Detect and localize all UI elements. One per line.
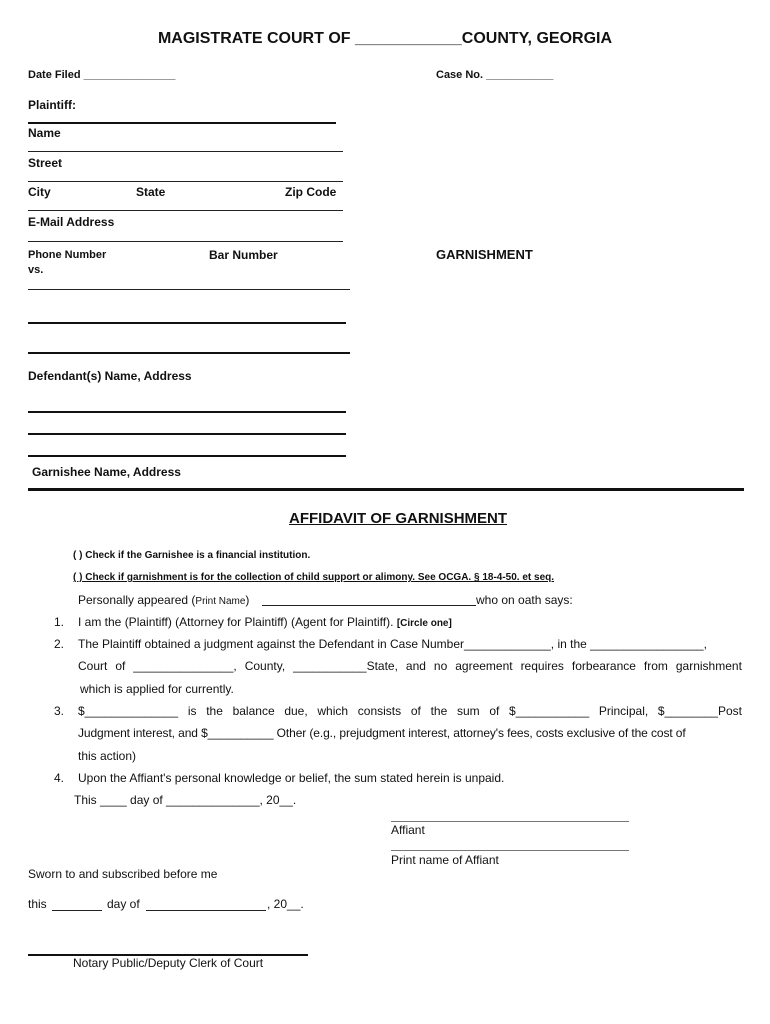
justified-word: of — [115, 659, 126, 673]
justified-word: sum — [456, 704, 480, 718]
defendant-line-2[interactable] — [28, 322, 346, 324]
plaintiff-name-label: Name — [28, 126, 61, 140]
case-number-field[interactable]: Case No. ___________ — [436, 69, 554, 81]
garnishee-line-3[interactable] — [28, 455, 346, 457]
child-support-checkbox[interactable]: ( ) Check if garnishment is for the collection of child support or alimony. See OCGA. § 18-4-50. et seq. — [73, 572, 555, 583]
justified-word: the — [430, 704, 448, 718]
zip-label: Zip Code — [285, 185, 337, 199]
item-1-text — [78, 615, 452, 629]
garnishment-label: GARNISHMENT — [436, 247, 533, 262]
print-name-hint: Print Name — [195, 596, 246, 607]
item-3-line-3: this action) — [78, 749, 137, 763]
garnishee-line-2[interactable] — [28, 433, 346, 435]
justified-word: $___________ — [509, 704, 590, 718]
justified-word: County, — [244, 659, 286, 673]
state-label: State — [136, 185, 166, 199]
affiant-label: Affiant — [391, 823, 425, 837]
item-2-number: 2. — [54, 637, 65, 651]
justified-word: balance — [232, 704, 275, 718]
justified-word: from — [643, 659, 668, 673]
justified-word: and — [405, 659, 426, 673]
justified-word: Court — [78, 659, 108, 673]
justified-word: requires — [520, 659, 564, 673]
justified-word: Principal, — [598, 704, 649, 718]
justified-word: forbearance — [571, 659, 636, 673]
city-line[interactable] — [28, 181, 343, 182]
section-divider — [28, 488, 744, 491]
item-4-number: 4. — [54, 771, 65, 785]
justified-word: due, — [284, 704, 308, 718]
defendant-line-1[interactable] — [28, 289, 350, 290]
item-3-line-2: Judgment interest, and $__________ Other (e.g., prejudgment interest, attorney's fees, costs exclusive of the cost of — [78, 726, 686, 740]
item-2-line-3: which is applied for currently. — [80, 682, 234, 696]
sworn-statement: Sworn to and subscribed before me — [28, 867, 218, 881]
notary-this-text: this — [28, 897, 47, 911]
item-4-text: Upon the Affiant's personal knowledge or belief, the sum stated herein is unpaid. — [78, 771, 505, 785]
justified-word: $________Post — [657, 704, 742, 718]
notary-month-line[interactable] — [146, 910, 266, 911]
justified-word: of — [410, 704, 421, 718]
defendant-label: Defendant(s) Name, Address — [28, 369, 192, 383]
street-label: Street — [28, 156, 63, 170]
justified-word: $______________ — [78, 704, 179, 718]
notary-signature-label: Notary Public/Deputy Clerk of Court — [73, 956, 264, 970]
affiant-print-name-line[interactable] — [391, 850, 629, 851]
date-filed-field[interactable]: Date Filed _______________ — [28, 69, 176, 81]
phone-line[interactable] — [28, 241, 343, 242]
versus-label: vs. — [28, 264, 44, 276]
appeared-text-b: ) — [245, 593, 250, 607]
justified-word: the — [206, 704, 223, 718]
notary-day-of-text: day of — [107, 897, 140, 911]
email-label: E-Mail Address — [28, 215, 115, 229]
street-line[interactable] — [28, 151, 343, 152]
item-1-body: I am the (Plaintiff) (Attorney for Plaintiff) (Agent for Plaintiff). — [78, 615, 394, 629]
justified-word: which — [317, 704, 349, 718]
item-3-number: 3. — [54, 704, 65, 718]
item-3-line-1 — [78, 704, 742, 718]
bar-number-label: Bar Number — [209, 248, 278, 262]
email-line[interactable] — [28, 210, 343, 211]
justified-word: _______________, — [133, 659, 237, 673]
page-title: MAGISTRATE COURT OF ____________COUNTY, GEORGIA — [157, 30, 613, 47]
justified-word: is — [187, 704, 197, 718]
item-2-line-2 — [78, 659, 742, 673]
justified-word: agreement — [455, 659, 513, 673]
plaintiff-line[interactable] — [28, 122, 336, 124]
city-label: City — [28, 185, 51, 199]
justified-word: garnishment — [675, 659, 742, 673]
notary-day-line[interactable] — [52, 910, 102, 911]
justified-word: ___________State, — [293, 659, 398, 673]
financial-institution-checkbox[interactable]: ( ) Check if the Garnishee is a financial institution. — [73, 550, 311, 561]
phone-label: Phone Number — [28, 249, 107, 261]
personally-appeared-line — [78, 593, 249, 607]
appeared-text-c: who on oath says: — [476, 593, 573, 607]
affiant-signature-line[interactable] — [391, 821, 629, 822]
plaintiff-heading: Plaintiff: — [28, 98, 76, 112]
notary-year-text: , 20__. — [267, 897, 304, 911]
justified-word: consists — [357, 704, 402, 718]
print-name-line[interactable] — [262, 605, 476, 606]
defendant-line-3[interactable] — [28, 352, 350, 354]
item-2-line-1: The Plaintiff obtained a judgment against the Defendant in Case Number_____________, in the _________________, — [78, 637, 707, 651]
print-name-affiant-label: Print name of Affiant — [391, 853, 499, 867]
garnishee-label: Garnishee Name, Address — [32, 465, 181, 479]
justified-word: no — [433, 659, 448, 673]
affidavit-title: AFFIDAVIT OF GARNISHMENT — [289, 510, 508, 527]
appeared-text-a: Personally appeared ( — [78, 593, 196, 607]
circle-one-note: [Circle one] — [396, 618, 452, 629]
this-day-line[interactable]: This ____ day of ______________, 20__. — [74, 793, 297, 807]
garnishee-line-1[interactable] — [28, 411, 346, 413]
item-1-number: 1. — [54, 615, 65, 629]
justified-word: of — [489, 704, 500, 718]
